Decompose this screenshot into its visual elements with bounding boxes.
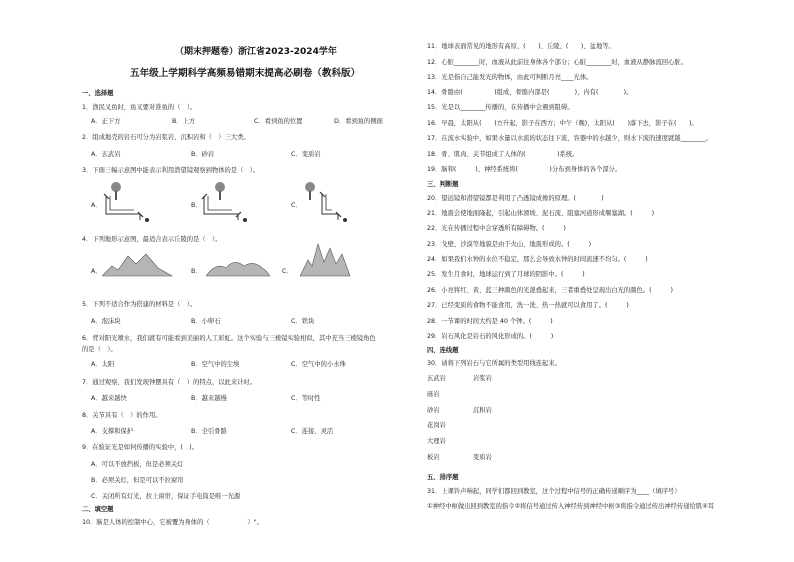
rock-name: 玄武岩 (427, 375, 446, 382)
q3-option-a: A． (91, 202, 102, 209)
question-14: 14．骨骼由( )组成，骨骼内部是( )，内有( )。 (427, 89, 633, 96)
q4-option-a: A． (91, 268, 102, 275)
q3-option-b: B． (191, 202, 202, 209)
q8-option-a: A．支撑和保护 (91, 428, 134, 435)
question-17: 17．在流水实验中，如果水量以水流的状态往下流，容器中的水越少，则水下流的速度就越________。 (427, 135, 713, 142)
rock-type: 变质岩 (473, 454, 492, 461)
exam-title-line1: （期末押题卷）浙江省2023-2024学年 (175, 47, 337, 57)
q2-option-b: B．砂岩 (191, 151, 215, 158)
question-2: 2．组成地壳的岩石可分为岩浆岩、沉积岩和（ ）三大类。 (82, 134, 250, 141)
question-10: 10．脑是人体的控制中心，它被覆为身体的（ ）"。 (82, 519, 263, 526)
q3-periscope-figure-b (200, 180, 252, 224)
question-13: 13．光是指自己能发光的物体，由此可判断月亮____光体。 (427, 74, 593, 81)
question-21: 21．地震会使地面隆起，引起山体滑坡、泥石流、阻塞河道形成堰塞湖。( ) (427, 210, 655, 217)
question-28: 28．一节课的时间大约是 40 个钟。( ) (427, 318, 553, 325)
question-24: 24．如果我们水钟的水位不稳定，那么会导致水钟的时间流速不均匀。( ) (427, 256, 648, 263)
q6-option-a: A．太阳 (91, 361, 115, 368)
question-19: 19．脑和( )、神经系统将( )分布到身体的各个部分。 (427, 166, 622, 173)
question-15: 15．光是以________传播的，在传播中会遇到阻碍。 (427, 104, 574, 111)
question-25: 25．发生月食时，地球运行到了月球的阴影中。( ) (427, 271, 585, 278)
q5-option-b: B．小卵石 (191, 318, 221, 325)
q2-option-c: C．变质岩 (291, 151, 321, 158)
question-4: 4．下列地形示意图，最适合表示丘陵的是（ ）。 (82, 236, 222, 243)
question-12: 12．心脏________时，血液从此前往身体各个部分；心脏________时，血液从静脉流回心脏。 (427, 59, 687, 66)
q3-periscope-figure-a (102, 180, 154, 224)
q1-option-b: B．上方 (172, 118, 196, 125)
q8-option-c: C．连接、灵活 (291, 428, 334, 435)
q4-option-c: C． (282, 268, 293, 275)
question-16: 16．早晨，太阳从( )方升起，影子在西方；中午（晚)，太阳从( )落下去，影子在( )。 (427, 120, 698, 127)
question-9: 9．在验证光是如何传播的实验中，( )。 (82, 444, 198, 451)
section-true-false: 三、判断题 (427, 181, 459, 188)
rock-type: 沉积岩 (473, 407, 492, 414)
q4-terrain-figure-b (206, 254, 272, 278)
question-6-line1: 6．背对阳光喷水，我们就有可能看到美丽的人工彩虹。这个实验与三棱镜实验相似，其中充当三棱镜角色 (82, 335, 376, 342)
question-8: 8．关节具有（ ）的作用。 (82, 412, 162, 419)
question-1: 1．渔民叉鱼时，鱼叉要对准鱼的（ ）。 (82, 104, 197, 111)
q9-option-b: B．必须关灯，但是可以不拉窗帘 (91, 477, 184, 484)
question-20: 20．望远镜和潜望镜都是利用了凸透镜成像的原理。( ) (427, 195, 604, 202)
question-7: 7．通过观察，我们发现钟摆具有（ ）的特点，以此来计时。 (82, 379, 257, 386)
question-5: 5．下列不适合作为搭建的材料是（ ）。 (82, 301, 197, 308)
q5-option-a: A．泡沫块 (91, 318, 121, 325)
rock-type: 岩浆岩 (473, 375, 492, 382)
q1-option-d: D．看到鱼的侧面 (334, 118, 383, 125)
q6-option-b: B．空气中的尘埃 (191, 361, 240, 368)
q5-option-c: C．铁块 (291, 318, 315, 325)
q9-option-c: C．关闭所有灯光，拉上窗帘，保证手电筒是唯一光源 (91, 493, 241, 500)
rock-name: 板岩 (427, 454, 440, 461)
q7-option-a: A．越来越快 (91, 395, 127, 402)
rock-name: 大理岩 (427, 438, 446, 445)
q4-terrain-figure-c (300, 240, 352, 278)
question-6-line2: 的是（ ）。 (82, 346, 117, 353)
q6-option-c: C．空气中的小水珠 (291, 361, 346, 368)
q3-periscope-figure-c (300, 180, 352, 224)
question-26: 26．小亮将红、黄、蓝三种颜色的光混叠起来，三者重叠处呈现出白光的颜色。( ) (427, 287, 673, 294)
rock-name: 花岗岩 (427, 422, 446, 429)
q8-option-b: B．全引骨骼 (191, 428, 227, 435)
q7-option-c: C．等时性 (291, 395, 321, 402)
q9-option-a: A．可以不放挡板，但是必须关灯 (91, 461, 184, 468)
question-22: 22．光在传播过程中会穿透所有障碍物。( ) (427, 225, 566, 232)
question-29: 29．岩石风化是岩石的风化形成的。( ) (427, 333, 554, 340)
question-30: 30．请将下列岩石与它所属的类型用线连起来。 (427, 360, 561, 367)
section-ordering: 五、排序题 (427, 474, 459, 481)
q1-option-a: A．正下方 (91, 118, 121, 125)
exam-title-line2: 五年级上学期科学高频易错期末提高必刷卷（教科版） (130, 68, 361, 79)
section-fill-in: 二、填空题 (82, 506, 114, 513)
q7-option-b: B．越来越慢 (191, 395, 227, 402)
question-31: 31．上课铃声响起，同学们都回到教室，这个过程中信号的正确传递顺序为____（填序号） (427, 488, 681, 495)
question-27: 27．已经变质的食物不能食用，洗一洗、热一热就可以食用了。( ) (427, 302, 629, 309)
question-3: 3．下面三幅示意图中能表示利用潜望镜观察到物体的是（ ）。 (82, 167, 260, 174)
q2-option-a: A．玄武岩 (91, 151, 121, 158)
rock-name: 砂岩 (427, 407, 440, 414)
question-31-sequence: ①神经中枢做出回到教室的指令②将信号通过传入神经传到神经中枢③将指令通过传出神经传递给肌④耳 (427, 503, 715, 510)
question-23: 23．戈壁、沙漠等地貌是由于火山、地震形成的。( ) (427, 241, 592, 248)
section-matching: 四、连线题 (427, 347, 459, 354)
q4-terrain-figure-a (102, 250, 174, 278)
q3-option-c: C． (291, 202, 302, 209)
question-18: 18．骨、肌肉、关节组成了人体的( )系统。 (427, 151, 579, 158)
q1-option-c: C．看到鱼的位置 (254, 118, 303, 125)
q4-option-b: B． (191, 268, 202, 275)
rock-name: 砾岩 (427, 391, 440, 398)
question-11: 11．地球表面常见的地形有高原、( )、丘陵、( )、盆地等。 (427, 43, 615, 50)
section-choice: 一、选择题 (82, 90, 114, 97)
